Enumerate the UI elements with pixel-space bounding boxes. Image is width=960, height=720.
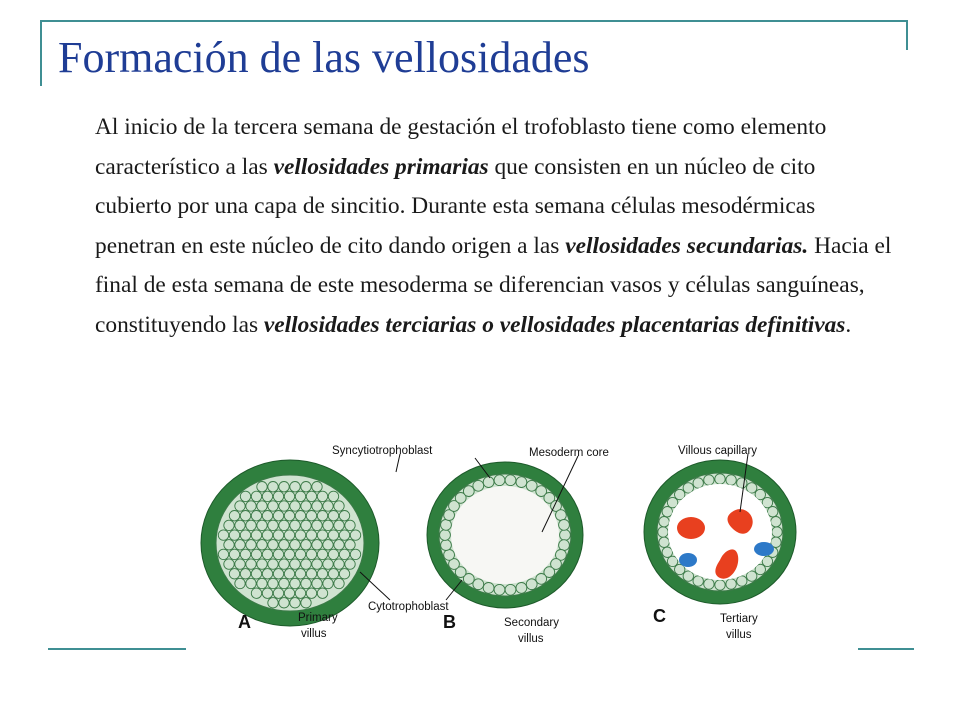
cell [295,549,305,559]
cell [273,549,283,559]
cell [295,530,305,540]
cell [345,520,355,530]
cell [334,501,344,511]
cell [693,576,703,586]
cell [240,511,250,521]
cell [312,540,322,550]
cell [483,583,494,594]
cell [279,559,289,569]
cell [235,578,245,588]
cell [306,491,316,501]
cell [726,475,736,485]
primary-villus-drawing [201,460,379,626]
cell [301,520,311,530]
letter-b: B [443,612,456,632]
cell [440,530,451,541]
emphasized-term: vellosidades terciarias o vellosidades placentarias definitivas [263,311,846,338]
cell [345,559,355,569]
body-paragraph [95,108,895,346]
cell [306,530,316,540]
cell [339,549,349,559]
cell [279,501,289,511]
cell [747,483,757,493]
cell [726,579,736,589]
cell [290,482,300,492]
cell [350,530,360,540]
cell [560,530,571,541]
cell [290,578,300,588]
cell [279,578,289,588]
cell [257,559,267,569]
cell [317,511,327,521]
cell [268,578,278,588]
cell [658,527,668,537]
cell [290,520,300,530]
cell [328,569,338,579]
cell [301,578,311,588]
cell [235,501,245,511]
frame-left-line [40,20,42,86]
text-run: que consisten en un núcleo de cito cubierto por una capa de sincitio. Durante esta semana células mesodérmicas penetran en este núcleo de cito dando origen a las [95,153,816,259]
cell [328,491,338,501]
cell [290,540,300,550]
label-villous-capillary: Villous capillary [678,445,758,457]
cell [262,511,272,521]
cell [306,549,316,559]
text-run: Hacia el final de esta semana de este mesoderma se diferencian vasos y células sanguíneas, constituyendo las [95,232,892,338]
cell [224,520,234,530]
capillary-red-left [677,517,705,539]
cell [317,530,327,540]
cell [273,491,283,501]
cell [505,584,516,595]
label-secondary: Secondary [504,617,559,629]
tertiary-villus-drawing [644,460,796,604]
cell [693,478,703,488]
cell [301,540,311,550]
villus-b-mesoderm-core [451,486,559,584]
cell [240,549,250,559]
cell [715,580,725,590]
cell [262,491,272,501]
cell [295,569,305,579]
cell [218,549,228,559]
cell [345,540,355,550]
cell [284,491,294,501]
emphasized-term: vellosidades secundarias. [565,232,809,259]
cell [246,559,256,569]
cell [268,520,278,530]
cell [559,520,570,531]
cell [251,511,261,521]
cell [262,588,272,598]
cell [317,491,327,501]
cell [323,540,333,550]
cell [323,520,333,530]
cell [659,537,669,547]
cell [240,491,250,501]
cell [312,559,322,569]
cell [268,559,278,569]
cell [772,527,782,537]
cell [235,559,245,569]
villi-diagram [200,432,810,654]
label-primary-villus: villus [301,628,327,640]
cell [494,475,505,486]
cell [339,530,349,540]
cell [473,480,484,491]
cell [737,478,747,488]
cell [556,510,567,521]
letter-a: A [238,612,251,632]
cell [229,569,239,579]
cell [306,511,316,521]
cell [771,517,781,527]
capillary-blue-right [754,542,774,556]
cell [284,588,294,598]
cell [301,482,311,492]
label-syncytiotrophoblast: Syncytiotrophoblast [332,445,433,457]
cell [737,576,747,586]
cell [483,477,494,488]
cell [279,598,289,608]
bottom-line-right [858,648,914,650]
cell [257,501,267,511]
text-run: . [845,311,852,338]
cell [251,549,261,559]
cell [516,583,527,594]
cell [262,530,272,540]
cell [306,569,316,579]
text-run: Al inicio de la tercera semana de gestación el trofoblasto tiene como elemento característico a las [95,114,827,180]
frame-top-line [40,20,906,22]
cell [312,520,322,530]
cell [246,520,256,530]
emphasized-term: vellosidades primarias [273,153,489,180]
cell [526,579,537,590]
label-tertiary-villus: villus [726,629,752,641]
cell [295,491,305,501]
cell [229,511,239,521]
cell [683,571,693,581]
cell [273,569,283,579]
cell [323,501,333,511]
cell [328,511,338,521]
cell [323,578,333,588]
cell [339,511,349,521]
slide-title: Formación de las vellosidades [58,33,590,82]
cell [284,530,294,540]
cell [301,501,311,511]
cell [246,540,256,550]
cell [536,574,547,585]
cell [279,482,289,492]
cell [284,549,294,559]
cell [229,530,239,540]
cell [441,540,452,551]
cell [704,579,714,589]
cell [290,598,300,608]
cell [768,507,778,517]
villus-a-cells [218,482,360,609]
cell [246,501,256,511]
cell [704,475,714,485]
cell [295,588,305,598]
cell [268,540,278,550]
cell [334,559,344,569]
cell [328,530,338,540]
cell [268,598,278,608]
letter-c: C [653,606,666,626]
cell [224,559,234,569]
villi-figure [200,432,810,654]
cell [295,511,305,521]
cell [334,540,344,550]
cell [516,477,527,488]
cell [494,584,505,595]
cell [559,540,570,551]
cell [715,474,725,484]
cell [662,507,672,517]
label-secondary-villus: villus [518,633,544,645]
label-primary: Primary [298,612,338,624]
cell [257,540,267,550]
cell [240,530,250,540]
cell [444,550,455,561]
cell [334,578,344,588]
cell [290,501,300,511]
cell [235,520,245,530]
cell [317,569,327,579]
cell [473,579,484,590]
cell [317,588,327,598]
cell [273,588,283,598]
cell [312,578,322,588]
cell [317,549,327,559]
cell [251,491,261,501]
cell [312,482,322,492]
cell [350,549,360,559]
cell [257,482,267,492]
cell [229,549,239,559]
label-mesoderm-core: Mesoderm core [529,447,609,459]
cell [235,540,245,550]
cell [312,501,322,511]
secondary-villus-drawing [427,462,583,608]
cell [328,549,338,559]
cell [301,598,311,608]
cell [218,530,228,540]
cell [251,569,261,579]
label-tertiary: Tertiary [720,613,758,625]
cell [301,559,311,569]
cell [290,559,300,569]
cell [683,483,693,493]
cell [268,501,278,511]
cell [224,540,234,550]
cell [339,569,349,579]
cell [273,511,283,521]
cell [306,588,316,598]
cell [240,569,250,579]
cell [662,547,672,557]
cell [251,530,261,540]
cell [273,530,283,540]
cell [334,520,344,530]
cell [659,517,669,527]
cell [262,549,272,559]
cell [268,482,278,492]
cell [505,475,516,486]
cell [463,486,474,497]
cell [441,520,452,531]
bottom-line-left [48,648,186,650]
cell [251,588,261,598]
cell [262,569,272,579]
cell [323,559,333,569]
cell [526,480,537,491]
cell [747,571,757,581]
cell [284,511,294,521]
cell [257,578,267,588]
frame-right-line [906,20,908,50]
cell [279,520,289,530]
label-cytotrophoblast: Cytotrophoblast [368,601,449,613]
cell [246,578,256,588]
cell [257,520,267,530]
cell [279,540,289,550]
cell [284,569,294,579]
capillary-blue-left [679,553,697,567]
